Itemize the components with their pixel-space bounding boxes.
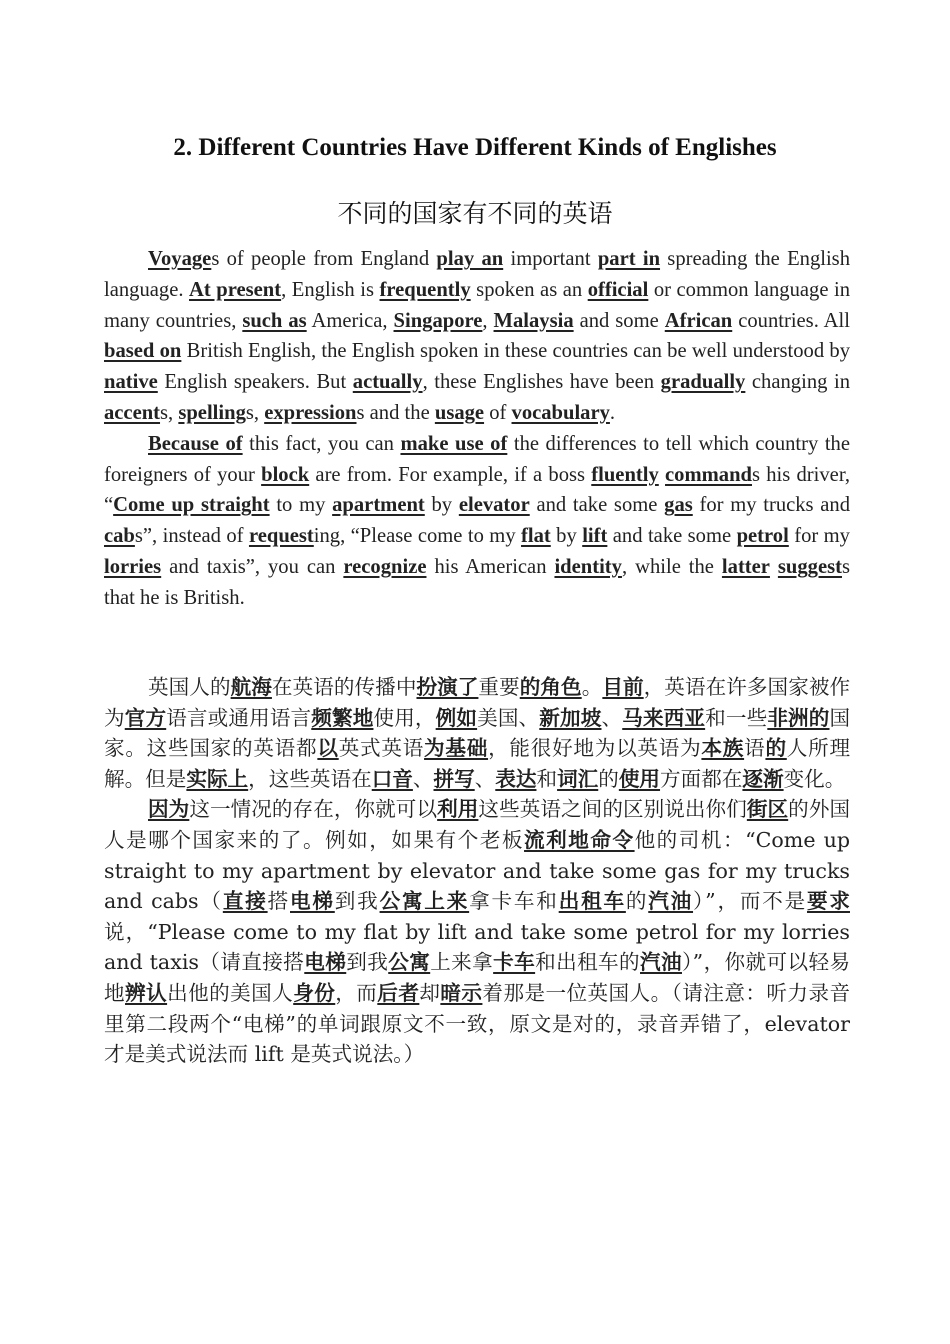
chinese-paragraph-2 [104, 794, 850, 1069]
text-run: spreading the English language. [104, 248, 850, 301]
page-subtitle-chinese: 不同的国家有不同的英语 [337, 199, 613, 228]
key-term: 以 [317, 736, 339, 761]
text-run: important [503, 248, 598, 270]
key-term: 利用 [437, 797, 479, 822]
key-term: 实际上 [186, 766, 249, 791]
text-run: British English, the English spoken in these countries can be well understood by [181, 340, 850, 363]
text-run: 。 [581, 675, 603, 699]
text-run: 和出租车的 [535, 950, 641, 975]
key-term: 辨认 [125, 980, 168, 1005]
key-term: 公寓 [388, 950, 431, 975]
text-run: 他的司机：“Come up straight to my apartment by elevator and take some gas for my trucks and cabs（ [104, 827, 851, 914]
key-term: fluently [591, 463, 659, 486]
text-run: 上来拿 [430, 950, 494, 975]
key-term: elevator [458, 494, 530, 517]
text-run: 着那是一位英国人。（请注意：听力录音里第二段两个“电梯”的单词跟原文不一致，原文是对的，录音弄错了，elevator 才是美式说法而 lift 是英式说法。） [104, 980, 851, 1067]
key-term: frequently [379, 278, 471, 301]
key-term: 为基础 [424, 736, 489, 761]
key-term: apartment [332, 494, 425, 517]
text-run: 、 [474, 766, 496, 791]
text-run: 人所理解。但是 [104, 736, 851, 791]
key-term: latter [721, 555, 770, 578]
text-run: 到我 [334, 889, 380, 914]
text-run: spoken as an [470, 278, 588, 301]
key-term: gas [664, 494, 693, 517]
key-term: command [665, 463, 752, 486]
key-term: 的 [765, 736, 787, 761]
key-term: 卡车 [493, 950, 536, 975]
key-term: expression [264, 401, 357, 424]
text-run: 美国、 [477, 705, 540, 730]
key-term: make use of [400, 432, 508, 455]
key-term: 词汇 [557, 766, 599, 791]
text-run: 使用， [373, 705, 436, 730]
text-run: 这些英语之间的区别说出你们 [478, 797, 747, 822]
text-run: 搭 [267, 889, 290, 914]
text-run [770, 556, 778, 578]
key-term: 目前 [602, 675, 644, 699]
text-run: 这一情况的存在，你就可以 [189, 797, 438, 822]
text-run: his American [426, 555, 555, 578]
text-run: ，英语在许多国家被作为 [104, 675, 851, 730]
text-run: countries. All [732, 309, 850, 332]
key-term: 出租车 [558, 889, 626, 914]
text-run: 、 [412, 766, 434, 791]
key-term: 公寓上来 [379, 889, 470, 914]
key-term: play an [436, 248, 504, 270]
text-run: ，能很好地为以英语为 [488, 736, 702, 761]
text-run: 在英语的传播中 [271, 675, 417, 699]
text-run: or common language in many countries, [104, 278, 850, 332]
key-term: 扮演了 [416, 675, 479, 699]
key-term: block [261, 463, 310, 486]
key-term: 因为 [148, 797, 190, 822]
key-term: request [248, 525, 314, 548]
text-run: s”, instead of [134, 525, 249, 548]
text-run: by [550, 525, 583, 548]
key-term: cab [104, 525, 135, 548]
key-term: 后者 [377, 980, 420, 1005]
text-run: 却 [419, 980, 441, 1005]
text-run: s his driver, “ [104, 463, 850, 517]
text-run: 英国人的 [148, 675, 231, 699]
key-term: At present [189, 278, 282, 301]
text-run: 语言或通用语言 [166, 705, 312, 730]
text-run: and take some [607, 525, 737, 548]
key-term: flat [521, 525, 551, 548]
text-run: ，而 [335, 980, 378, 1005]
key-term: 非洲的 [767, 705, 830, 730]
text-run: ）”，而不是 [693, 889, 808, 914]
key-term: 口音 [371, 766, 413, 791]
key-term: 新加坡 [539, 705, 602, 730]
key-term: official [587, 278, 649, 301]
key-term: Because of [148, 432, 243, 455]
text-run: 的 [625, 889, 649, 914]
text-run: s, [245, 401, 265, 424]
key-term: 使用 [618, 766, 661, 791]
text-run: s and the [356, 401, 435, 424]
text-run: are from. For example, if a boss [309, 463, 592, 486]
key-term: 的角色 [519, 675, 582, 699]
english-paragraph-2 [104, 429, 850, 614]
key-term: identity [554, 555, 622, 578]
text-run: for my trucks and [692, 494, 851, 517]
chinese-paragraph-1 [104, 672, 850, 794]
key-term: 逐渐 [742, 766, 784, 791]
key-term: lift [582, 525, 608, 548]
key-term: 表达 [495, 766, 537, 791]
key-term: 官方 [124, 705, 167, 730]
key-term: Singapore [393, 309, 483, 332]
key-term: gradually [660, 371, 746, 394]
key-term: 汽油 [640, 950, 682, 975]
text-run: this fact, you can [242, 432, 401, 455]
key-term: native [104, 371, 158, 394]
text-run: . [609, 401, 616, 424]
key-term: vocabulary [511, 401, 610, 424]
text-run: of [484, 401, 512, 424]
text-run: 拿卡车和 [469, 889, 559, 914]
text-run: 、 [601, 705, 623, 730]
text-run: , while the [621, 555, 722, 578]
text-run: 的 [598, 766, 619, 791]
key-term: 本族 [701, 736, 745, 761]
key-term: 航海 [230, 675, 272, 699]
text-run: s, [160, 401, 179, 424]
text-run: English speakers. But [157, 371, 353, 394]
text-run: America, [306, 309, 394, 332]
text-run: 说，“Please come to my flat by lift and take some petrol for my lorries and taxis（请直接搭 [104, 919, 850, 975]
text-run: the differences to tell which country the foreigners of your [104, 432, 850, 486]
text-run: , these Englishes have been [422, 371, 661, 394]
key-term: recognize [343, 555, 427, 578]
key-term: 汽油 [648, 889, 694, 914]
text-run: 出他的美国人 [167, 980, 294, 1005]
key-term: 例如 [435, 705, 478, 730]
key-term: based on [104, 340, 182, 363]
text-run: 英式英语 [338, 736, 425, 761]
key-term: part in [597, 248, 661, 270]
key-term: spelling [178, 401, 246, 424]
key-term: 拼写 [433, 766, 475, 791]
text-run: s of people from England [211, 248, 437, 270]
key-term: 马来西亚 [622, 705, 706, 730]
text-run: and take some [529, 494, 665, 517]
key-term: usage [434, 401, 485, 424]
key-term: 身份 [293, 980, 336, 1005]
key-term: Malaysia [493, 309, 574, 332]
key-term: 流利地命令 [524, 827, 635, 852]
text-run: 和 [536, 766, 558, 791]
text-run: 重要 [478, 675, 520, 699]
key-term: 电梯 [290, 889, 335, 914]
text-run: and some [573, 309, 665, 332]
key-term: suggest [777, 555, 842, 578]
key-term: accent [104, 401, 161, 424]
text-run: 的外国人是哪个国家来的了。例如，如果有个老板 [104, 797, 851, 852]
text-run: to my [269, 494, 333, 517]
key-term: Come up straight [113, 494, 270, 517]
text-run: 变化。 [783, 766, 846, 791]
key-term: petrol [736, 525, 789, 548]
text-run: 到我 [346, 950, 389, 975]
text-run: ）”，你就可以轻易地 [104, 950, 851, 1005]
key-term: 暗示 [440, 980, 483, 1005]
text-run: 和一些 [705, 705, 768, 730]
key-term: such as [242, 309, 307, 332]
text-run: 国家。这些国家的英语都 [104, 705, 851, 761]
text-run: ing, “Please come to my [313, 525, 522, 548]
text-run: ，这些英语在 [248, 766, 372, 791]
key-term: African [664, 309, 733, 332]
key-term: 街区 [746, 797, 789, 822]
key-term: 频繁地 [311, 705, 374, 730]
english-passage [104, 244, 850, 614]
page-title: 2. Different Countries Have Different Kinds of Englishes [173, 134, 777, 161]
key-term: lorries [104, 555, 162, 578]
text-run: s that he is British. [104, 555, 850, 609]
key-term: Voyage [148, 248, 212, 270]
key-term: actually [352, 371, 423, 394]
key-term: 电梯 [304, 950, 347, 975]
text-run: by [424, 494, 459, 517]
text-run: 语 [744, 736, 766, 761]
text-run: , [482, 309, 494, 332]
english-paragraph-1 [104, 244, 850, 429]
text-run: for my [788, 525, 850, 548]
key-term: 直接 [222, 889, 268, 914]
text-run: changing in [745, 371, 850, 394]
text-run: 方面都在 [660, 766, 743, 791]
key-term: 要求 [807, 889, 850, 914]
chinese-translation [104, 672, 850, 1070]
text-run: and taxis”, you can [161, 555, 344, 578]
text-run: , English is [281, 278, 380, 301]
